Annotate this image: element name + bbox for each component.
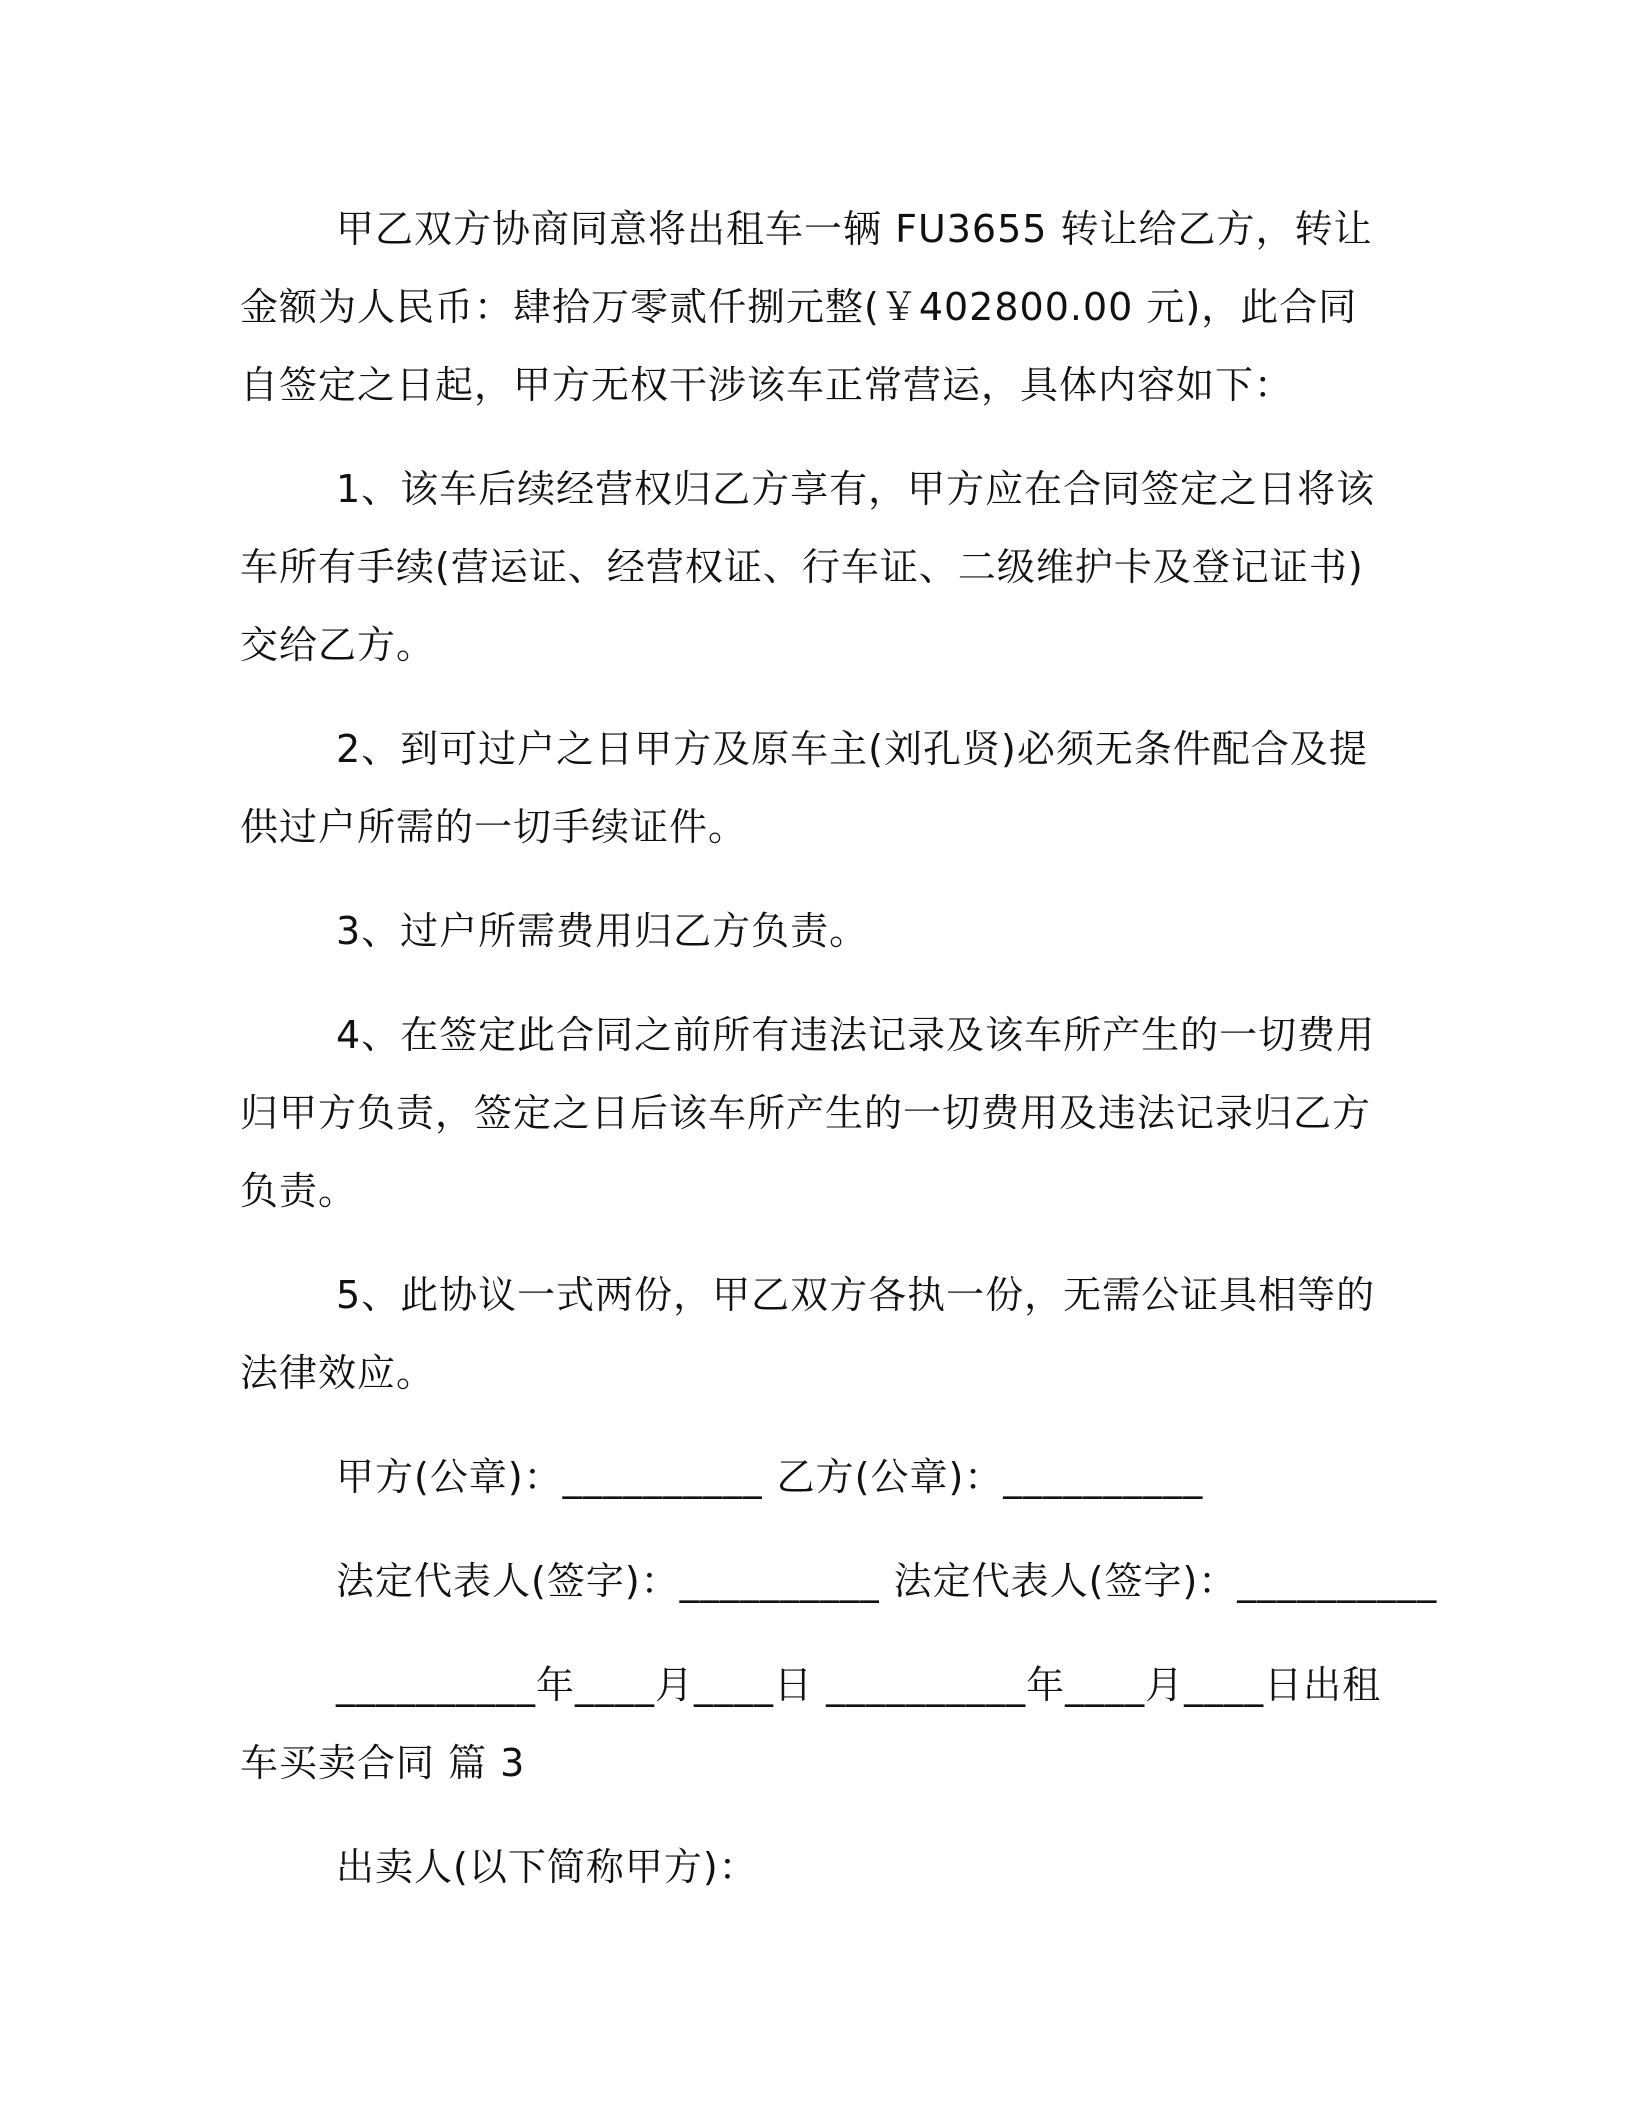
clause-4: 4、在签定此合同之前所有违法记录及该车所产生的一切费用归甲方负责，签定之日后该车所产生的一切费用及违法记录归乙方负责。: [240, 1013, 1376, 1213]
intro-paragraph: 甲乙双方协商同意将出租车一辆 FU3655 转让给乙方，转让金额为人民币：肆拾万零贰仟捌元整(￥402800.00 元)，此合同自签定之日起，甲方无权干涉该车正常营运，具体内容如下：: [240, 207, 1373, 407]
party-b-representative: 法定代表人(签字)：__________: [893, 1559, 1438, 1603]
party-a-seal: 甲方(公章)：__________: [336, 1455, 763, 1499]
contract-page: [240, 190, 1438, 1932]
seal-line: [240, 1438, 1390, 1516]
party-b-seal: 乙方(公章)：__________: [776, 1455, 1204, 1499]
party-a-representative: 法定代表人(签字)：__________: [336, 1559, 880, 1603]
clause-1: 1、该车后续经营权归乙方享有，甲方应在合同签定之日将该车所有手续(营运证、经营权证、行车证、二级维护卡及登记证书)交给乙方。: [240, 467, 1376, 667]
date-and-section-title: __________年____月____日 __________年____月____日出租车买卖合同 篇 3: [240, 1663, 1382, 1785]
clause-2: 2、到可过户之日甲方及原车主(刘孔贤)必须无条件配合及提供过户所需的一切手续证件。: [240, 727, 1368, 849]
seller-label: 出卖人(以下简称甲方)：: [336, 1845, 758, 1889]
representative-line: [240, 1542, 1438, 1620]
clause-3: 3、过户所需费用归乙方负责。: [336, 909, 869, 953]
clause-5: 5、此协议一式两份，甲乙双方各执一份，无需公证具相等的法律效应。: [240, 1273, 1376, 1395]
